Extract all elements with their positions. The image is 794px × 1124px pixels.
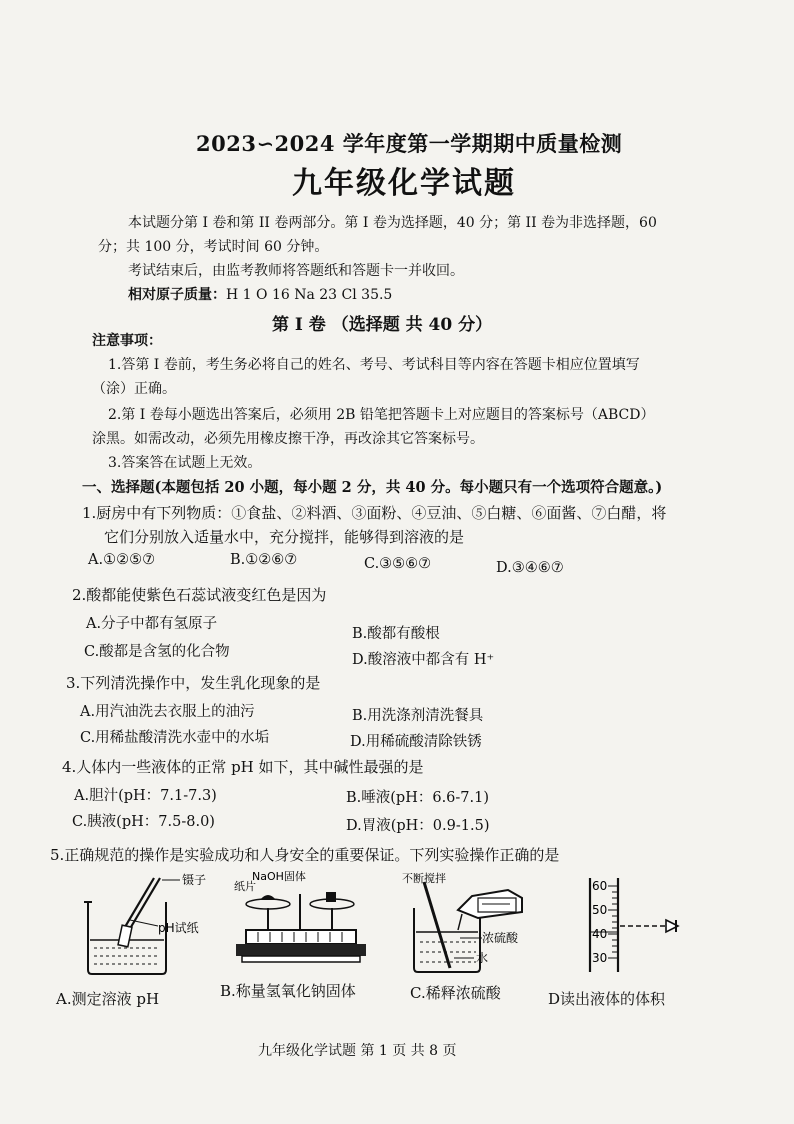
q2-option-c: C.酸都是含氢的化合物 <box>84 644 230 660</box>
cylinder-label-40: 40 <box>592 927 608 941</box>
q2-stem: 2.酸都能使紫色石蕊试液变红色是因为 <box>72 586 327 604</box>
label-stir: 不断搅拌 <box>402 872 446 885</box>
page-footer: 九年级化学试题 第 1 页 共 8 页 <box>258 1043 457 1059</box>
label-naoh-solid: NaOH固体 <box>252 870 306 883</box>
q1-option-b: B.①②⑥⑦ <box>230 552 298 568</box>
exam-subtitle: 九年级化学试题 <box>292 166 516 201</box>
q3-option-c: C.用稀盐酸清洗水壶中的水垢 <box>80 730 270 746</box>
note-1b: （涂）正确。 <box>92 381 176 397</box>
q5-option-a: A.测定溶液 pH <box>56 990 160 1008</box>
atomic-mass-values: H 1 O 16 Na 23 Cl 35.5 <box>226 287 393 303</box>
q1-option-c: C.③⑤⑥⑦ <box>364 556 432 572</box>
q2-option-a: A.分子中都有氢原子 <box>86 616 218 632</box>
q1-stem-line2: 它们分别放入适量水中，充分搅拌，能够得到溶液的是 <box>104 528 465 546</box>
section-1-heading: 一、选择题(本题包括 20 小题，每小题 2 分，共 40 分。每小题只有一个选项符合题意。) <box>82 479 663 496</box>
q1-stem-line1: 1.厨房中有下列物质：①食盐、②料酒、③面粉、④豆油、⑤白糖、⑥面酱、⑦白醋，将 <box>82 504 667 522</box>
label-paper: 纸片 <box>234 880 256 893</box>
q3-stem: 3.下列清洗操作中，发生乳化现象的是 <box>66 674 321 692</box>
intro-line-3: 考试结束后，由监考教师将答题纸和答题卡一并收回。 <box>128 263 464 279</box>
figure-d-cylinder <box>586 872 696 978</box>
cylinder-label-30: 30 <box>592 951 608 965</box>
note-2a: 2.第 I 卷每小题选出答案后，必须用 2B 铅笔把答题卡上对应题目的答案标号（ABCD） <box>108 407 655 423</box>
cylinder-label-60: 60 <box>592 879 608 893</box>
q5-option-c: C.稀释浓硫酸 <box>410 984 501 1002</box>
q3-option-a: A.用汽油洗去衣服上的油污 <box>80 704 255 720</box>
atomic-mass-row <box>128 284 392 304</box>
note-1a: 1.答第 I 卷前，考生务必将自己的姓名、考号、考试科目等内容在答题卡相应位置填写 <box>108 357 640 373</box>
cylinder-label-50: 50 <box>592 903 608 917</box>
q2-option-b: B.酸都有酸根 <box>352 626 440 642</box>
figure-b-balance <box>228 868 378 974</box>
intro-line-1: 本试题分第 I 卷和第 II 卷两部分。第 I 卷为选择题，40 分；第 II 卷为非选择题，60 <box>128 215 657 231</box>
part1-title: 第 I 卷 （选择题 共 40 分） <box>272 315 493 335</box>
q5-option-b: B.称量氢氧化钠固体 <box>220 982 356 1000</box>
exam-title: 2023∽2024 学年度第一学期期中质量检测 <box>196 131 623 156</box>
q4-option-b: B.唾液(pH：6.6-7.1) <box>346 790 490 806</box>
q1-option-a: A.①②⑤⑦ <box>88 552 156 568</box>
figure-c-dilution <box>398 868 558 978</box>
label-water: 水 <box>476 951 489 965</box>
q2-option-d: D.酸溶液中都含有 H⁺ <box>352 652 495 668</box>
notes-heading: 注意事项： <box>92 333 162 349</box>
note-2b: 涂黑。如需改动，必须先用橡皮擦干净，再改涂其它答案标号。 <box>92 431 484 447</box>
label-tweezers: 镊子 <box>182 873 207 887</box>
atomic-mass-label: 相对原子质量： <box>128 287 226 303</box>
figure-a-ph-test <box>70 870 220 980</box>
q1-option-d: D.③④⑥⑦ <box>496 560 564 576</box>
q4-option-d: D.胃液(pH：0.9-1.5) <box>346 818 490 834</box>
q5-stem: 5.正确规范的操作是实验成功和人身安全的重要保证。下列实验操作正确的是 <box>50 846 560 864</box>
q4-option-a: A.胆汁(pH：7.1-7.3) <box>74 788 217 804</box>
label-conc-acid: 浓硫酸 <box>482 931 519 945</box>
q4-stem: 4.人体内一些液体的正常 pH 如下，其中碱性最强的是 <box>62 758 424 776</box>
intro-line-2: 分；共 100 分，考试时间 60 分钟。 <box>98 239 329 255</box>
q3-option-b: B.用洗涤剂清洗餐具 <box>352 708 484 724</box>
label-ph-paper: pH试纸 <box>158 921 199 935</box>
q5-option-d: D读出液体的体积 <box>548 990 666 1008</box>
q3-option-d: D.用稀硫酸清除铁锈 <box>350 734 482 750</box>
q4-option-c: C.胰液(pH：7.5-8.0) <box>72 814 215 830</box>
note-3: 3.答案答在试题上无效。 <box>108 455 262 471</box>
